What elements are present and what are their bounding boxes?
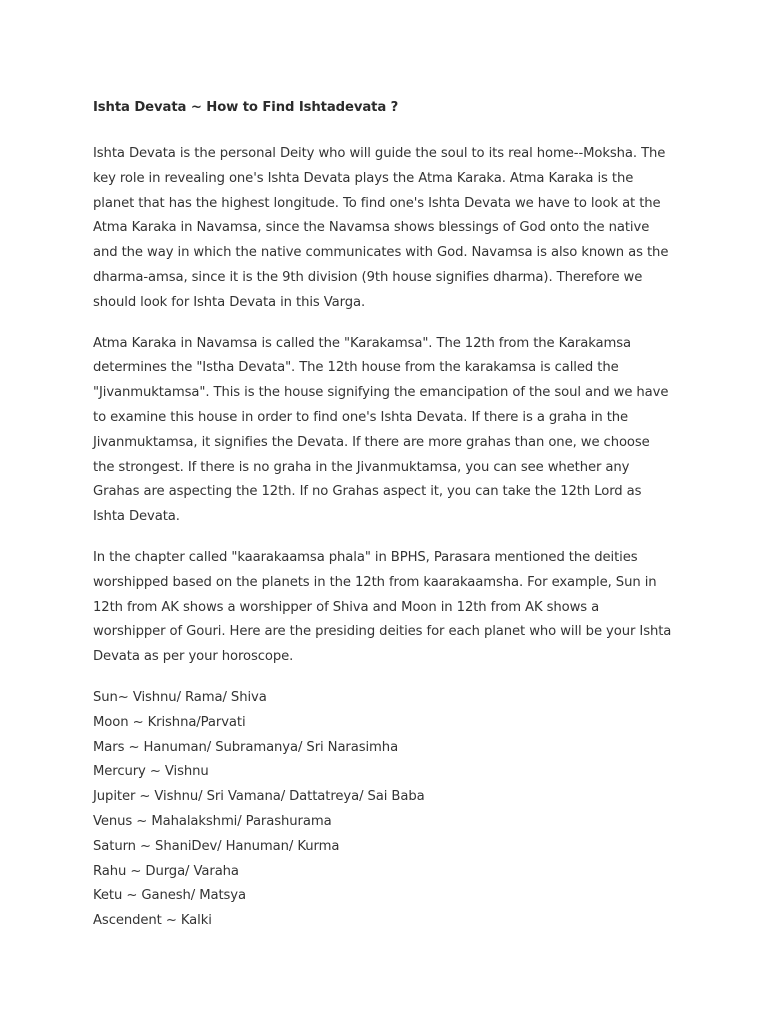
list-item-saturn: Saturn ~ ShaniDev/ Hanuman/ Kurma (93, 838, 340, 854)
list-item-venus: Venus ~ Mahalakshmi/ Parashurama (93, 813, 332, 829)
text-line: worshipped based on the planets in the 12th from kaarakaamsha. For example, Sun in (93, 574, 657, 590)
text-line: Grahas are aspecting the 12th. If no Grahas aspect it, you can take the 12th Lord as (93, 484, 642, 500)
text-line: Ishta Devata is the personal Deity who will guide the soul to its real home--Moksha. The (93, 146, 666, 161)
text-line: key role in revealing one's Ishta Devata plays the Atma Karaka. Atma Karaka is the (93, 170, 634, 186)
list-item-mars: Mars ~ Hanuman/ Subramanya/ Sri Narasimha (93, 739, 399, 755)
paragraph-intro (93, 142, 683, 316)
text-line: to examine this house in order to find one's Ishta Devata. If there is a graha in the (93, 409, 629, 425)
list-item-moon: Moon ~ Krishna/Parvati (93, 714, 246, 730)
list-item-ascendent: Ascendent ~ Kalki (93, 913, 212, 929)
document-page (93, 98, 683, 934)
text-line: planet that has the highest longitude. To find one's Ishta Devata we have to look at the (93, 195, 661, 211)
text-line: the strongest. If there is no graha in the Jivanmuktamsa, you can see whether any (93, 459, 630, 475)
text-line: dharma-amsa, since it is the 9th division (9th house signifies dharma). Therefore we (93, 269, 643, 285)
text-line: determines the "Istha Devata". The 12th house from the karakamsa is called the (93, 360, 619, 376)
paragraph-bphs (93, 546, 683, 670)
text-line: worshipper of Gouri. Here are the presiding deities for each planet who will be your Ishta (93, 624, 672, 640)
paragraph-karakamsa (93, 332, 683, 530)
text-line: Devata as per your horoscope. (93, 649, 294, 665)
text-line: Jivanmuktamsa, it signifies the Devata. If there are more grahas than one, we choose (93, 434, 650, 450)
text-line: should look for Ishta Devata in this Varga. (93, 294, 366, 310)
list-item-sun: Sun~ Vishnu/ Rama/ Shiva (93, 689, 267, 705)
text-line: 12th from AK shows a worshipper of Shiva and Moon in 12th from AK shows a (93, 599, 600, 615)
text-line: and the way in which the native communicates with God. Navamsa is also known as the (93, 245, 669, 261)
list-item-jupiter: Jupiter ~ Vishnu/ Sri Vamana/ Dattatreya/ Sai Baba (93, 789, 425, 805)
deity-list (93, 686, 683, 934)
list-item-rahu: Rahu ~ Durga/ Varaha (93, 863, 239, 879)
text-line: "Jivanmuktamsa". This is the house signifying the emancipation of the soul and we have (93, 385, 669, 401)
text-line: In the chapter called "kaarakaamsa phala" in BPHS, Parasara mentioned the deities (93, 549, 638, 565)
list-item-ketu: Ketu ~ Ganesh/ Matsya (93, 888, 246, 904)
text-line: Atma Karaka in Navamsa, since the Navamsa shows blessings of God onto the native (93, 220, 650, 236)
list-item-mercury: Mercury ~ Vishnu (93, 764, 209, 780)
text-line: Ishta Devata. (93, 509, 180, 525)
document-title: Ishta Devata ~ How to Find Ishtadevata ? (93, 100, 399, 115)
text-line: Atma Karaka in Navamsa is called the "Karakamsa". The 12th from the Karakamsa (93, 335, 632, 351)
